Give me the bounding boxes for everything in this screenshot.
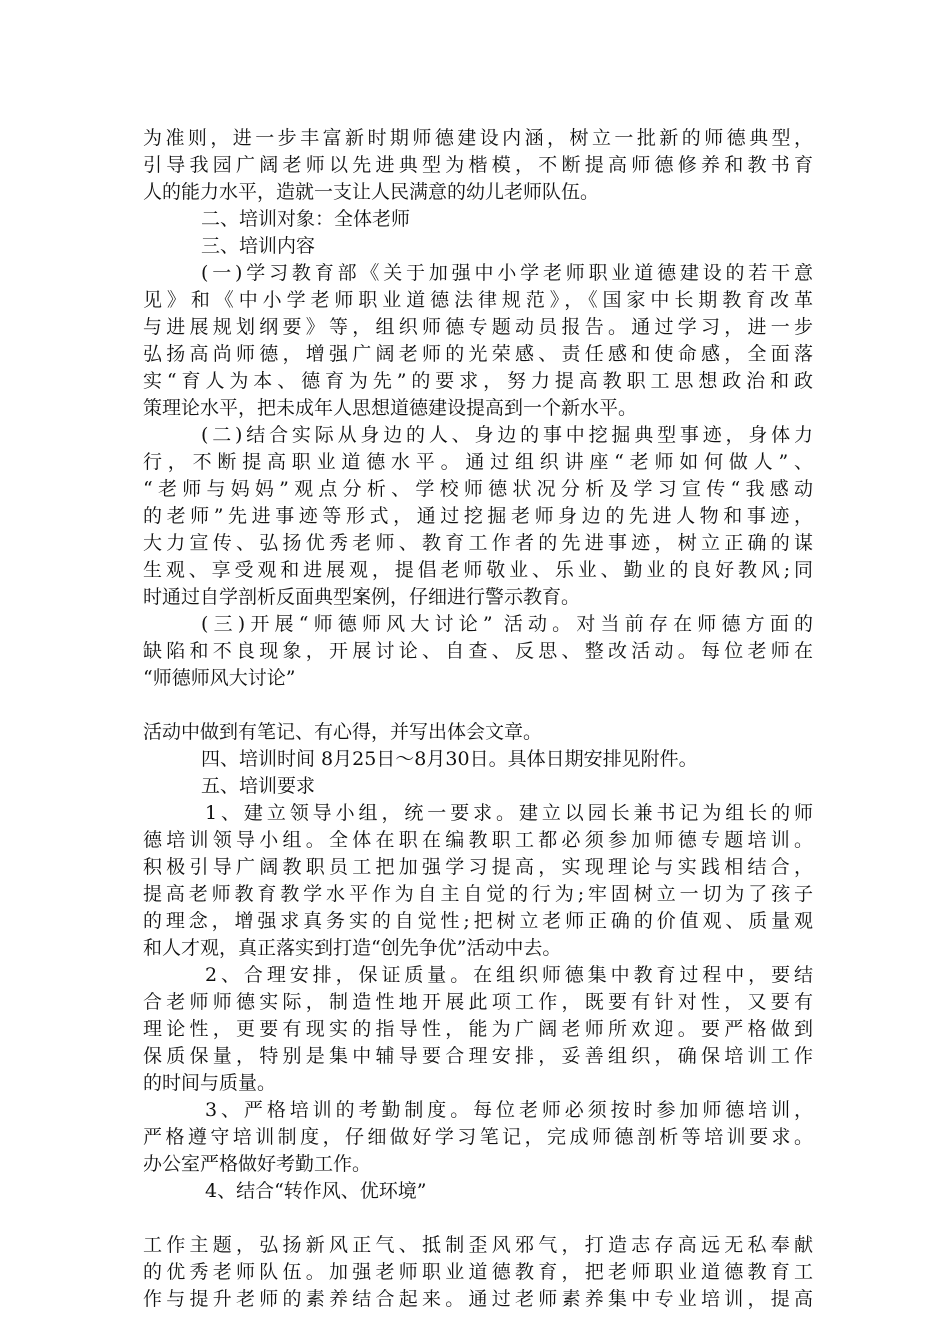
paragraph-line: 2、合理安排，保证质量。在组织师德集中教育过程中，要结 bbox=[205, 964, 813, 986]
paragraph-line: (一)学习教育部《关于加强中小学老师职业道德建设的若干意 bbox=[201, 262, 813, 284]
paragraph-line: “师德师风大讨论” bbox=[143, 667, 296, 689]
paragraph-line: 策理论水平，把未成年人思想道德建设提高到一个新水平。 bbox=[143, 397, 638, 419]
paragraph-line: 见》和《中小学老师职业道德法律规范》，《国家中长期教育改革 bbox=[143, 289, 813, 311]
paragraph-line: 1、建立领导小组，统一要求。建立以园长兼书记为组长的师 bbox=[205, 802, 813, 824]
paragraph-line: 作与提升老师的素养结合起来。通过老师素养集中专业培训，提高 bbox=[143, 1288, 813, 1310]
paragraph-line: 为准则，进一步丰富新时期师德建设内涵，树立一批新的师德典型， bbox=[143, 127, 813, 149]
paragraph-line: 的优秀老师队伍。加强老师职业道德教育，把老师职业道德教育工 bbox=[143, 1261, 813, 1283]
paragraph-line: 生观、享受观和进展观，提倡老师敬业、乐业、勤业的良好教风;同 bbox=[143, 559, 813, 581]
blank-line bbox=[143, 1205, 813, 1232]
paragraph-line: (三)开展“师德师风大讨论” 活动。对当前存在师德方面的 bbox=[201, 613, 813, 635]
paragraph-line: 与进展规划纲要》等，组织师德专题动员报告。通过学习，进一步 bbox=[143, 316, 813, 338]
paragraph-line: 三、培训内容 bbox=[201, 235, 316, 257]
paragraph-line: 二、培训对象：全体老师 bbox=[201, 208, 411, 230]
paragraph-line: 缺陷和不良现象，开展讨论、自查、反思、整改活动。每位老师在 bbox=[143, 640, 813, 662]
paragraph-line: 保质保量，特别是集中辅导要合理安排，妥善组织，确保培训工作 bbox=[143, 1045, 813, 1067]
paragraph-line: 的时间与质量。 bbox=[143, 1072, 277, 1094]
paragraph-line: 合老师师德实际，制造性地开展此项工作，既要有针对性，又要有 bbox=[143, 991, 813, 1013]
paragraph-line: 四、培训时间 8月25日～8月30日。具体日期安排见附件。 bbox=[201, 748, 698, 770]
paragraph-line: 行，不断提高职业道德水平。通过组织讲座“老师如何做人”、 bbox=[143, 451, 813, 473]
paragraph-line: 人的能力水平，造就一支让人民满意的幼儿老师队伍。 bbox=[143, 181, 600, 203]
paragraph-line: 工作主题，弘扬新风正气、抵制歪风邪气，打造志存高远无私奉献 bbox=[143, 1234, 813, 1256]
blank-line bbox=[143, 692, 813, 719]
paragraph-line: 弘扬高尚师德，增强广阔老师的光荣感、责任感和使命感，全面落 bbox=[143, 343, 813, 365]
paragraph-line: 严格遵守培训制度，仔细做好学习笔记，完成师德剖析等培训要求。 bbox=[143, 1126, 813, 1148]
paragraph-line: 理论性，更要有现实的指导性，能为广阔老师所欢迎。要严格做到 bbox=[143, 1018, 813, 1040]
paragraph-line: 的理念，增强求真务实的自觉性;把树立老师正确的价值观、质量观 bbox=[143, 910, 813, 932]
paragraph-line: 办公室严格做好考勤工作。 bbox=[143, 1153, 372, 1175]
paragraph-line: 德培训领导小组。全体在职在编教职工都必须参加师德专题培训。 bbox=[143, 829, 813, 851]
paragraph-line: 时通过自学剖析反面典型案例，仔细进行警示教育。 bbox=[143, 586, 581, 608]
paragraph-line: 提高老师教育教学水平作为自主自觉的行为;牢固树立一切为了孩子 bbox=[143, 883, 813, 905]
document-body bbox=[143, 125, 813, 1313]
paragraph-line: 大力宣传、弘扬优秀老师、教育工作者的先进事迹，树立正确的谋 bbox=[143, 532, 813, 554]
paragraph-line: 3、严格培训的考勤制度。每位老师必须按时参加师德培训， bbox=[205, 1099, 813, 1121]
paragraph-line: 五、培训要求 bbox=[201, 775, 316, 797]
paragraph-line: 实“育人为本、德育为先”的要求，努力提高教职工思想政治和政 bbox=[143, 370, 813, 392]
paragraph-line: “老师与妈妈”观点分析、学校师德状况分析及学习宣传“我感动 bbox=[143, 478, 813, 500]
paragraph-line: 的老师”先进事迹等形式，通过挖掘老师身边的先进人物和事迹， bbox=[143, 505, 813, 527]
paragraph-line: 引导我园广阔老师以先进典型为楷模，不断提高师德修养和教书育 bbox=[143, 154, 813, 176]
paragraph-line: 和人才观，真正落实到打造“创先争优”活动中去。 bbox=[143, 937, 562, 959]
paragraph-line: 积极引导广阔教职员工把加强学习提高，实现理论与实践相结合， bbox=[143, 856, 813, 878]
paragraph-line: 4、结合“转作风、优环境” bbox=[205, 1180, 427, 1202]
paragraph-line: (二)结合实际从身边的人、身边的事中挖掘典型事迹，身体力 bbox=[201, 424, 813, 446]
paragraph-line: 活动中做到有笔记、有心得，并写出体会文章。 bbox=[143, 721, 543, 743]
